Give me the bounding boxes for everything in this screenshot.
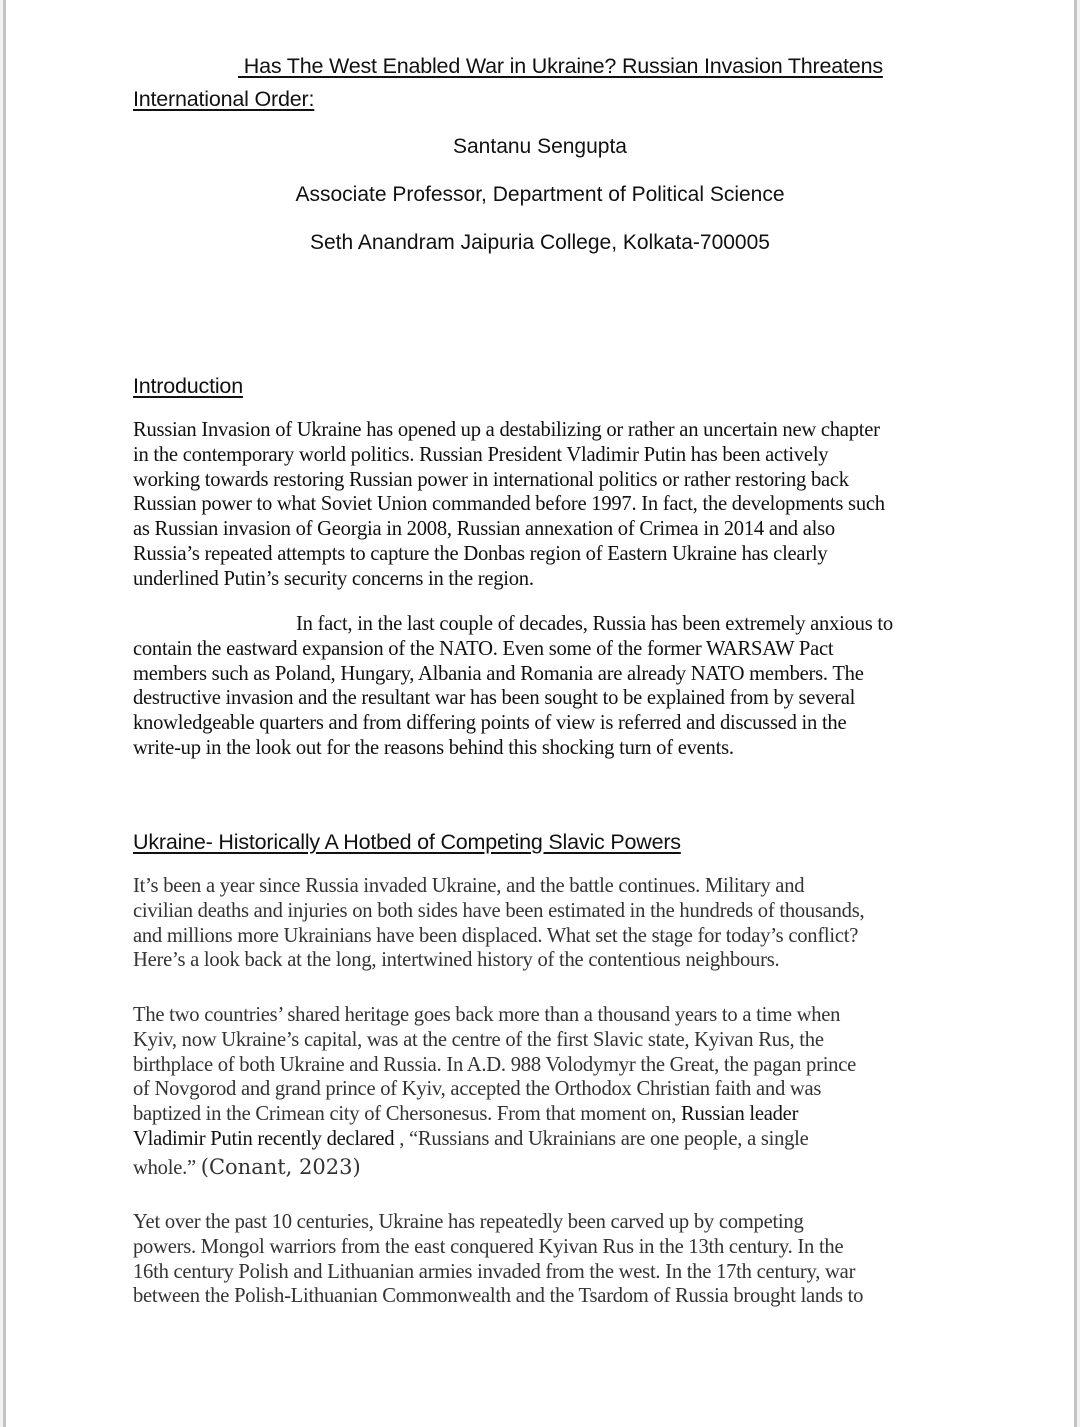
text-line: between the Polish-Lithuanian Commonwealth and the Tsardom of Russia brought lands to bbox=[133, 1285, 864, 1308]
text-line: It’s been a year since Russia invaded Ukraine, and the battle continues. Military and bbox=[133, 875, 805, 897]
text-line: The two countries’ shared heritage goes back more than a thousand years to a time when bbox=[133, 1004, 841, 1026]
text-line: as Russian invasion of Georgia in 2008, Russian annexation of Crimea in 2014 and also bbox=[133, 518, 835, 541]
document-title-line-1: Has The West Enabled War in Ukraine? Russian Invasion Threatens bbox=[238, 54, 883, 78]
text-line: civilian deaths and injuries on both sides have been estimated in the hundreds of thousands, bbox=[133, 899, 865, 922]
text-line: in the contemporary world politics. Russian President Vladimir Putin has been actively bbox=[133, 443, 829, 466]
author-affiliation-department: Associate Professor, Department of Political Science bbox=[295, 183, 785, 206]
quote-end: whole.” bbox=[133, 1156, 201, 1179]
text-line: 16th century Polish and Lithuanian armies invaded from the west. In the 17th century, war bbox=[133, 1260, 856, 1283]
section-heading-ukraine-history: Ukraine- Historically A Hotbed of Competing Slavic Powers bbox=[133, 830, 681, 854]
highlighted-phrase: Russian leader bbox=[681, 1103, 799, 1126]
text-line bbox=[133, 1102, 963, 1127]
text-line: knowledgeable quarters and from differing points of view is referred and discussed in the bbox=[133, 712, 847, 735]
text-line: Russia’s repeated attempts to capture the Donbas region of Eastern Ukraine has clearly bbox=[133, 542, 828, 565]
history-paragraph-1 bbox=[133, 874, 963, 973]
intro-paragraph-1 bbox=[133, 418, 963, 592]
section-heading-introduction: Introduction bbox=[133, 374, 243, 398]
citation: (Conant, 2023) bbox=[200, 1154, 361, 1179]
text-line: Here’s a look back at the long, intertwined history of the contentious neighbours. bbox=[133, 949, 780, 972]
text-line: destructive invasion and the resultant war has been sought to be explained from by several bbox=[133, 687, 856, 710]
quote-fragment: , “Russians and Ukrainians are one people, a single bbox=[394, 1127, 809, 1150]
text-line: of Novgorod and grand prince of Kyiv, accepted the Orthodox Christian faith and was bbox=[133, 1078, 822, 1101]
text-line: contain the eastward expansion of the NATO. Even some of the former WARSAW Pact bbox=[133, 637, 834, 660]
text-line: In fact, in the last couple of decades, Russia has been extremely anxious to bbox=[296, 613, 893, 635]
text-line: birthplace of both Ukraine and Russia. In A.D. 988 Volodymyr the Great, the pagan prince bbox=[133, 1053, 857, 1076]
text-line: underlined Putin’s security concerns in the region. bbox=[133, 567, 534, 590]
document-page bbox=[6, 0, 1074, 1427]
highlighted-phrase: Vladimir Putin recently declared bbox=[133, 1127, 395, 1150]
document-title-line-2: International Order: bbox=[133, 87, 315, 111]
author-affiliation-college: Seth Anandram Jaipuria College, Kolkata-700005 bbox=[310, 231, 770, 254]
text-line: write-up in the look out for the reasons behind this shocking turn of events. bbox=[133, 736, 734, 759]
text-line bbox=[133, 1155, 963, 1181]
text-line: members such as Poland, Hungary, Albania and Romania are already NATO members. The bbox=[133, 662, 864, 685]
text-line: Yet over the past 10 centuries, Ukraine has repeatedly been carved up by competing bbox=[133, 1211, 804, 1233]
history-paragraph-3 bbox=[133, 1210, 963, 1309]
intro-paragraph-2 bbox=[133, 612, 963, 761]
text-line: working towards restoring Russian power in international politics or rather restoring back bbox=[133, 468, 849, 491]
text-line: Russian power to what Soviet Union commanded before 1997. In fact, the developments such bbox=[133, 493, 885, 516]
text-line bbox=[133, 1127, 963, 1152]
text-line: Russian Invasion of Ukraine has opened up a destabilizing or rather an uncertain new chapter bbox=[133, 419, 880, 441]
text-line: Kyiv, now Ukraine’s capital, was at the centre of the first Slavic state, Kyivan Rus, the bbox=[133, 1028, 824, 1051]
author-name: Santanu Sengupta bbox=[453, 135, 627, 158]
history-paragraph-2 bbox=[133, 1003, 963, 1181]
text-line: powers. Mongol warriors from the east conquered Kyivan Rus in the 13th century. In the bbox=[133, 1235, 844, 1258]
text-line: and millions more Ukrainians have been displaced. What set the stage for today’s conflict? bbox=[133, 924, 859, 947]
text-fragment: baptized in the Crimean city of Chersonesus. From that moment on, bbox=[133, 1103, 682, 1126]
